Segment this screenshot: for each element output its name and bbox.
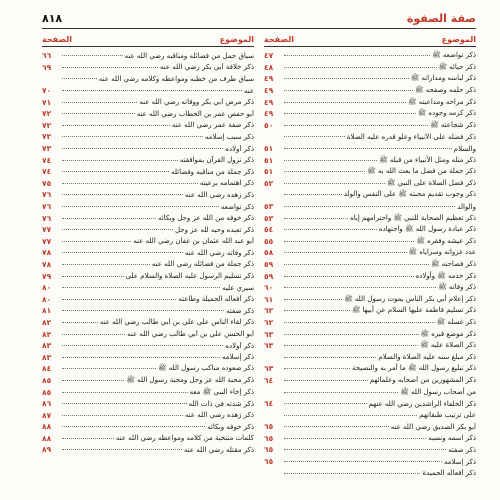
column-header-topic: الموضوع bbox=[441, 35, 476, 44]
entry-page-number: ٥٩ bbox=[264, 271, 274, 281]
leader-dots bbox=[62, 206, 219, 207]
index-entry bbox=[264, 189, 476, 201]
leader-dots bbox=[284, 183, 385, 184]
leader-dots bbox=[284, 310, 350, 311]
entry-page-number: ٨٣ bbox=[42, 352, 52, 362]
index-page bbox=[42, 10, 476, 492]
entry-topic: ذكر إسلامه bbox=[443, 457, 476, 466]
entry-page-number: ٥١ bbox=[264, 155, 274, 165]
entry-page-number: ٥٨ bbox=[264, 248, 274, 258]
entry-page-number: ٧١ bbox=[42, 97, 52, 107]
entry-page-number: ٥٩ bbox=[264, 259, 274, 269]
entry-topic: ذكر أولاده bbox=[225, 341, 254, 350]
entry-topic: عدد غزواته وسراياه ﷺ bbox=[408, 248, 476, 257]
index-entry bbox=[264, 178, 476, 190]
entry-page-number: ٨٥ bbox=[42, 375, 52, 385]
entry-page-number: ٨٥ bbox=[42, 387, 52, 397]
index-entry bbox=[264, 456, 476, 468]
leader-dots bbox=[284, 449, 446, 450]
index-entry bbox=[264, 201, 476, 213]
page-header bbox=[42, 10, 476, 26]
entry-topic: أبو عبد الله عثمان بن عفان رضي الله عنه bbox=[133, 237, 254, 246]
entry-page-number: ٦٢ bbox=[264, 306, 274, 316]
entry-page-number: ٧٠ bbox=[42, 86, 52, 96]
leader-dots bbox=[284, 229, 377, 230]
index-entry bbox=[264, 131, 476, 143]
entry-topic: ذكر وفاته ﷺ bbox=[438, 283, 476, 292]
entry-page-number: ٥٤ bbox=[264, 225, 274, 235]
leader-dots bbox=[284, 276, 414, 277]
index-entry bbox=[264, 224, 476, 236]
leader-dots bbox=[62, 310, 224, 311]
entry-page-number: ٥٣ bbox=[264, 213, 274, 223]
index-entry bbox=[264, 247, 476, 259]
leader-dots bbox=[284, 241, 414, 242]
index-entry bbox=[264, 143, 476, 155]
leader-dots bbox=[62, 136, 203, 137]
entry-page-number: ٦٠ bbox=[264, 283, 274, 293]
index-entry bbox=[42, 340, 254, 352]
index-entry bbox=[264, 409, 476, 421]
leader-dots bbox=[62, 218, 156, 219]
index-entry bbox=[264, 62, 476, 74]
leader-dots bbox=[284, 415, 417, 416]
leader-dots bbox=[62, 102, 137, 103]
leader-dots bbox=[62, 252, 183, 253]
leader-dots bbox=[284, 125, 428, 126]
entry-topic: ذكر محبة الله عز وجل ومحبة رسول الله ﷺ bbox=[126, 375, 254, 384]
entry-topic: ذكر شدته في ذات الله bbox=[188, 399, 254, 408]
index-entry bbox=[42, 108, 254, 120]
entry-topic: ذكر مثله ومثل الأنبياء من قبله ﷺ bbox=[379, 155, 476, 164]
index-entry bbox=[264, 351, 476, 363]
entry-topic: على ترتيب طبقاتهم bbox=[419, 411, 476, 420]
entry-topic: ذكر فصاحته ﷺ bbox=[431, 259, 476, 268]
index-entry bbox=[42, 433, 254, 445]
index-entry bbox=[264, 270, 476, 282]
entry-topic: ذكر عيشه وفقره ﷺ bbox=[416, 236, 476, 245]
entry-page-number: ٨٤ bbox=[42, 364, 52, 374]
entry-topic: ذكر خدمه ﷺ وأولاده bbox=[415, 271, 476, 280]
index-entry bbox=[42, 386, 254, 398]
leader-dots bbox=[62, 90, 242, 91]
leader-dots bbox=[284, 113, 416, 114]
entry-topic: عنه bbox=[243, 86, 254, 95]
entry-topic: ذكر لقاء الناس على علي بن أبي طالب رضي الله عنه bbox=[99, 318, 254, 327]
entry-page-number: ٨٠ bbox=[42, 283, 52, 293]
leader-dots bbox=[62, 357, 220, 358]
column-header bbox=[42, 32, 254, 47]
entry-topic: ذكر خوفه من الله عز وجل وبكائه bbox=[157, 214, 254, 223]
entry-page-number: ٧٦ bbox=[42, 213, 52, 223]
index-entry bbox=[42, 375, 254, 387]
leader-dots bbox=[284, 160, 377, 161]
entry-page-number: ٧٢ bbox=[42, 109, 52, 119]
entry-page-number: ٧٨ bbox=[42, 259, 52, 269]
leader-dots bbox=[62, 449, 182, 450]
leader-dots bbox=[62, 392, 188, 393]
leader-dots bbox=[284, 90, 413, 91]
entry-topic: ذكر وجوب تقديم محبته ﷺ على النفس والولد bbox=[343, 190, 476, 199]
index-entry bbox=[42, 317, 254, 329]
entry-topic: ذكر تبليغ رسول الله ﷺ ما أمر به والنصيحة bbox=[351, 364, 476, 373]
entry-topic: ذكر تواضعه bbox=[220, 202, 254, 211]
entry-topic: ذكر المشهورين من أصحابه وعلمائهم bbox=[369, 376, 476, 385]
index-entry bbox=[264, 317, 476, 329]
leader-dots bbox=[62, 415, 183, 416]
leader-dots bbox=[62, 287, 220, 288]
index-entry bbox=[264, 212, 476, 224]
entry-page-number: ٨٣ bbox=[42, 341, 52, 351]
index-entry bbox=[264, 467, 476, 479]
entry-topic: أبو الحسن علي بن أبي طالب رضي الله عنه bbox=[127, 330, 254, 339]
entry-topic: سياق جمل من فضائله ومناقبه رضي الله عنه bbox=[124, 51, 254, 60]
entry-topic: ذكر سبب إسلامه bbox=[204, 132, 254, 141]
leader-dots bbox=[284, 392, 398, 393]
entry-topic: ذكر فضله على الأنبياء وعلو قدره عليه الصلاة bbox=[346, 132, 476, 141]
book-title: صفة الصفوة bbox=[406, 11, 476, 25]
index-entry bbox=[264, 166, 476, 178]
entry-topic: ذكر إسلامه bbox=[221, 353, 254, 362]
leader-dots bbox=[62, 55, 123, 56]
entry-topic: أبو بكر الصديق رضي الله عنه bbox=[390, 422, 476, 431]
entry-page-number: ٧٩ bbox=[42, 271, 52, 281]
entry-page-number: ٦٣ bbox=[264, 364, 274, 374]
entry-topic: كلمات منتخبة من كلامه ومواعظه رضي الله عنه bbox=[115, 434, 254, 443]
entry-page-number: ٨٨ bbox=[42, 433, 52, 443]
index-entry bbox=[264, 154, 476, 166]
index-entry bbox=[42, 398, 254, 410]
entry-topic: أبو حفص عمر بن الخطاب رضي الله عنه bbox=[136, 109, 254, 118]
index-entry bbox=[264, 259, 476, 271]
entry-topic: ذكر الصلاة عليه ﷺ bbox=[420, 341, 476, 350]
leader-dots bbox=[284, 55, 430, 56]
column-header-page: الصفحة bbox=[42, 35, 73, 44]
index-rows-left bbox=[42, 50, 254, 456]
index-entry bbox=[42, 143, 254, 155]
entry-page-number: ٨٧ bbox=[42, 410, 52, 420]
leader-dots bbox=[284, 218, 348, 219]
entry-page-number: ٥٢ bbox=[264, 178, 274, 188]
index-entry bbox=[264, 340, 476, 352]
entry-topic: ذكر مرض أبي بكر ووفاته رضي الله عنه bbox=[139, 98, 254, 107]
index-entry bbox=[42, 247, 254, 259]
entry-page-number: ٧٢ bbox=[42, 120, 52, 130]
entry-topic: ذكر كرمه وجوده ﷺ bbox=[417, 109, 476, 118]
entry-topic: سياق طرف من خطبه ومواعظه وكلامه رضي الله عنه bbox=[98, 74, 254, 83]
index-entry bbox=[42, 131, 254, 143]
index-entry bbox=[264, 85, 476, 97]
leader-dots bbox=[62, 160, 178, 161]
index-entry bbox=[42, 85, 254, 97]
entry-topic: ذكر تعظيم الصحابة للنبي ﷺ واحترامهم إياه bbox=[350, 213, 476, 222]
entry-topic: ذكر جملة من فضل ما بعث الله به ﷺ bbox=[367, 167, 476, 176]
index-rows-right bbox=[264, 50, 476, 479]
entry-topic: ذكر خلافة أبي بكر رضي الله عنه bbox=[159, 63, 254, 72]
entry-page-number: ٦٤ bbox=[264, 399, 274, 409]
entry-page-number: ٧٦ bbox=[42, 190, 52, 200]
index-entry bbox=[42, 421, 254, 433]
index-entry bbox=[264, 421, 476, 433]
leader-dots bbox=[284, 368, 350, 369]
index-entry bbox=[264, 120, 476, 132]
leader-dots bbox=[62, 438, 114, 439]
index-entry bbox=[42, 50, 254, 62]
leader-dots bbox=[284, 252, 407, 253]
entry-topic: ذكر مزاحه ومداعبته ﷺ bbox=[408, 97, 476, 106]
entry-page-number: ٨٢ bbox=[42, 329, 52, 339]
entry-topic: ذكر جملة من فضائله رضي الله عنه bbox=[151, 260, 254, 269]
entry-page-number: ٥٠ bbox=[264, 120, 274, 130]
leader-dots bbox=[62, 426, 205, 427]
entry-topic: ذكر مبلغ سنه عليه الصلاة والسلام bbox=[378, 353, 476, 362]
entry-page-number: ٧٤ bbox=[42, 167, 52, 177]
index-entry bbox=[42, 73, 254, 85]
entry-page-number: ٤٩ bbox=[264, 74, 274, 84]
page-number: ٨١٨ bbox=[42, 11, 63, 25]
index-entry bbox=[264, 363, 476, 375]
entry-page-number: ٨١ bbox=[42, 306, 52, 316]
leader-dots bbox=[284, 357, 376, 358]
leader-dots bbox=[62, 264, 150, 265]
entry-topic: ذكر زهده رضي الله عنه bbox=[185, 190, 254, 199]
entry-page-number: ٤٩ bbox=[264, 97, 274, 107]
index-entry bbox=[42, 236, 254, 248]
leader-dots bbox=[62, 403, 187, 404]
entry-topic: ذكر شجاعته ﷺ bbox=[430, 120, 476, 129]
header-rule bbox=[42, 28, 476, 29]
index-entry bbox=[42, 166, 254, 178]
entry-page-number: ٤٧ bbox=[264, 51, 274, 61]
entry-topic: ذكر زهده رضي الله عنه bbox=[185, 411, 254, 420]
index-entry bbox=[42, 120, 254, 132]
entry-page-number: ٨٦ bbox=[42, 399, 52, 409]
entry-topic: ذكر اهتمامه برعيته bbox=[199, 179, 254, 188]
entry-topic: ذكر أفعاله الحميدة bbox=[422, 469, 476, 478]
index-entry bbox=[42, 282, 254, 294]
leader-dots bbox=[284, 461, 442, 462]
entry-topic: سيري عليه bbox=[222, 283, 254, 292]
entry-page-number: ٦٢ bbox=[264, 317, 274, 327]
index-entry bbox=[264, 236, 476, 248]
entry-page-number: ٤٨ bbox=[264, 62, 274, 72]
index-entry bbox=[264, 282, 476, 294]
column-header-page: الصفحة bbox=[264, 35, 295, 44]
entry-topic: والسلام bbox=[453, 144, 476, 153]
index-entry bbox=[264, 398, 476, 410]
column-header-topic: الموضوع bbox=[219, 35, 254, 44]
entry-topic: ذكر تسليم فاطمة عليها السلام عن أبيها ﷺ bbox=[351, 306, 476, 315]
leader-dots bbox=[284, 102, 406, 103]
entry-page-number: ٦٣ bbox=[264, 341, 274, 351]
leader-dots bbox=[62, 380, 124, 381]
leader-dots bbox=[62, 194, 183, 195]
entry-page-number: ٧٢ bbox=[42, 132, 52, 142]
leader-dots bbox=[62, 113, 135, 114]
entry-topic: ذكر إخاء النبي ﷺ معه bbox=[189, 387, 254, 396]
index-entry bbox=[42, 444, 254, 456]
index-entry bbox=[264, 433, 476, 445]
entry-topic: ذكر اسمه ونسبه bbox=[428, 434, 476, 443]
index-entry bbox=[42, 96, 254, 108]
index-entry bbox=[42, 293, 254, 305]
entry-topic: ذكر تعبده وحبه لله عز وجل bbox=[174, 225, 254, 234]
leader-dots bbox=[62, 78, 97, 79]
index-entry bbox=[42, 259, 254, 271]
index-entry bbox=[264, 375, 476, 387]
leader-dots bbox=[62, 125, 170, 126]
entry-topic: والوالد bbox=[457, 202, 476, 211]
entry-page-number: ٤٩ bbox=[264, 109, 274, 119]
entry-topic: ذكر صفته bbox=[226, 306, 254, 315]
entry-page-number: ٦٦ bbox=[42, 51, 52, 61]
index-entry bbox=[264, 73, 476, 85]
index-entry bbox=[42, 201, 254, 213]
entry-page-number: ٧٧ bbox=[42, 236, 52, 246]
entry-topic: ذكر صعوده مناكب رسول الله ﷺ bbox=[158, 364, 254, 373]
column-header bbox=[264, 32, 476, 47]
entry-topic: ذكر فضل الصلاة على النبي ﷺ bbox=[386, 178, 476, 187]
entry-topic: ذكر لباسه ومداراته ﷺ bbox=[410, 74, 476, 83]
entry-page-number: ٨٩ bbox=[42, 445, 52, 455]
entry-topic: ذكر غسله ﷺ bbox=[436, 317, 476, 326]
leader-dots bbox=[284, 426, 389, 427]
entry-topic: ذكر حلمه وصفحه ﷺ bbox=[414, 86, 476, 95]
entry-page-number: ٧٤ bbox=[42, 155, 52, 165]
leader-dots bbox=[62, 299, 176, 300]
leader-dots bbox=[62, 276, 124, 277]
index-entry bbox=[42, 363, 254, 375]
entry-topic: ذكر تسليم الرسول عليه الصلاة والسلام على bbox=[125, 272, 254, 281]
entry-page-number: ٦٥ bbox=[264, 445, 274, 455]
leader-dots bbox=[284, 67, 437, 68]
index-entry bbox=[42, 178, 254, 190]
leader-dots bbox=[62, 345, 223, 346]
entry-topic: ذكر عبادة رسول الله ﷺ واجتهاده bbox=[378, 225, 476, 234]
leader-dots bbox=[62, 368, 156, 369]
leader-dots bbox=[284, 403, 367, 404]
entry-topic: من أصحاب رسول الله ﷺ bbox=[400, 387, 476, 396]
index-entry bbox=[42, 328, 254, 340]
leader-dots bbox=[62, 171, 169, 172]
leader-dots bbox=[284, 438, 426, 439]
index-entry bbox=[42, 351, 254, 363]
entry-topic: ذكر تواضعه ﷺ bbox=[432, 51, 476, 60]
leader-dots bbox=[284, 473, 420, 474]
index-column-right bbox=[264, 32, 476, 490]
entry-topic: ذكر موضع قبره ﷺ bbox=[420, 329, 476, 338]
leader-dots bbox=[284, 206, 455, 207]
entry-topic: ذكر مقتله رضي الله عنه bbox=[183, 445, 254, 454]
entry-topic: ذكر أفعاله الجميلة وطاعته bbox=[178, 295, 254, 304]
entry-page-number: ٦١ bbox=[264, 294, 274, 304]
index-entry bbox=[264, 328, 476, 340]
index-entry bbox=[264, 305, 476, 317]
entry-page-number: ٦٤ bbox=[264, 375, 274, 385]
index-entry bbox=[42, 189, 254, 201]
leader-dots bbox=[62, 334, 125, 335]
entry-topic: ذكر جملة من مناقبه وفضائله bbox=[171, 167, 254, 176]
leader-dots bbox=[284, 194, 342, 195]
entry-page-number: ٦٣ bbox=[264, 329, 274, 339]
leader-dots bbox=[284, 148, 452, 149]
leader-dots bbox=[62, 67, 158, 68]
index-entry bbox=[264, 50, 476, 62]
entry-page-number: ٦٥ bbox=[264, 433, 274, 443]
entry-page-number: ٧٧ bbox=[42, 225, 52, 235]
entry-topic: ذكر حيائه ﷺ bbox=[438, 62, 476, 71]
entry-page-number: ٦٩ bbox=[42, 62, 52, 72]
entry-page-number: ٥١ bbox=[264, 144, 274, 154]
leader-dots bbox=[62, 322, 98, 323]
entry-topic: ذكر أولاده bbox=[225, 144, 254, 153]
entry-topic: ذكر الخلفاء الراشدين رضي الله عنهم bbox=[368, 399, 476, 408]
index-entry bbox=[42, 224, 254, 236]
entry-topic: ذكر صفة عمر رضي الله عنه bbox=[171, 121, 254, 130]
leader-dots bbox=[62, 183, 198, 184]
leader-dots bbox=[62, 148, 223, 149]
leader-dots bbox=[284, 136, 345, 137]
entry-topic: ذكر إعلام أبي بكر الناس بموت رسول الله ﷺ bbox=[344, 294, 476, 303]
index-entry bbox=[42, 62, 254, 74]
entry-page-number: ٥١ bbox=[264, 167, 274, 177]
entry-page-number: ٧٣ bbox=[42, 144, 52, 154]
index-entry bbox=[42, 212, 254, 224]
entry-topic: ذكر خوفه وبكائه bbox=[207, 422, 254, 431]
leader-dots bbox=[284, 171, 365, 172]
index-entry bbox=[264, 108, 476, 120]
entry-page-number: ٥٥ bbox=[264, 236, 274, 246]
leader-dots bbox=[284, 264, 429, 265]
index-entry bbox=[42, 154, 254, 166]
entry-topic: ذكر نزول القرآن بموافقته bbox=[179, 156, 254, 165]
leader-dots bbox=[62, 241, 131, 242]
entry-page-number: ٦٥ bbox=[264, 422, 274, 432]
leader-dots bbox=[284, 287, 436, 288]
entry-page-number: ٧٨ bbox=[42, 248, 52, 258]
leader-dots bbox=[284, 334, 419, 335]
entry-topic: ذكر وفاته رضي الله عنه bbox=[184, 248, 254, 257]
leader-dots bbox=[284, 299, 342, 300]
entry-page-number: ٧٥ bbox=[42, 178, 52, 188]
index-entry bbox=[42, 305, 254, 317]
entry-page-number: ٨٢ bbox=[42, 317, 52, 327]
index-entry bbox=[264, 293, 476, 305]
index-column-left bbox=[42, 32, 254, 490]
leader-dots bbox=[284, 78, 409, 79]
index-entry bbox=[264, 96, 476, 108]
index-entry bbox=[42, 270, 254, 282]
entry-page-number: ٥٣ bbox=[264, 202, 274, 212]
leader-dots bbox=[284, 322, 435, 323]
entry-page-number: ٨٨ bbox=[42, 422, 52, 432]
entry-page-number: ٨٠ bbox=[42, 294, 52, 304]
entry-page-number: ٧٦ bbox=[42, 202, 52, 212]
index-entry bbox=[264, 444, 476, 456]
leader-dots bbox=[284, 380, 368, 381]
leader-dots bbox=[62, 229, 173, 230]
leader-dots bbox=[284, 345, 418, 346]
index-entry bbox=[42, 409, 254, 421]
index-entry bbox=[264, 386, 476, 398]
entry-page-number: ٤٩ bbox=[264, 86, 274, 96]
entry-topic: ذكر صفته bbox=[448, 445, 476, 454]
entry-page-number: ٦٥ bbox=[264, 457, 274, 467]
